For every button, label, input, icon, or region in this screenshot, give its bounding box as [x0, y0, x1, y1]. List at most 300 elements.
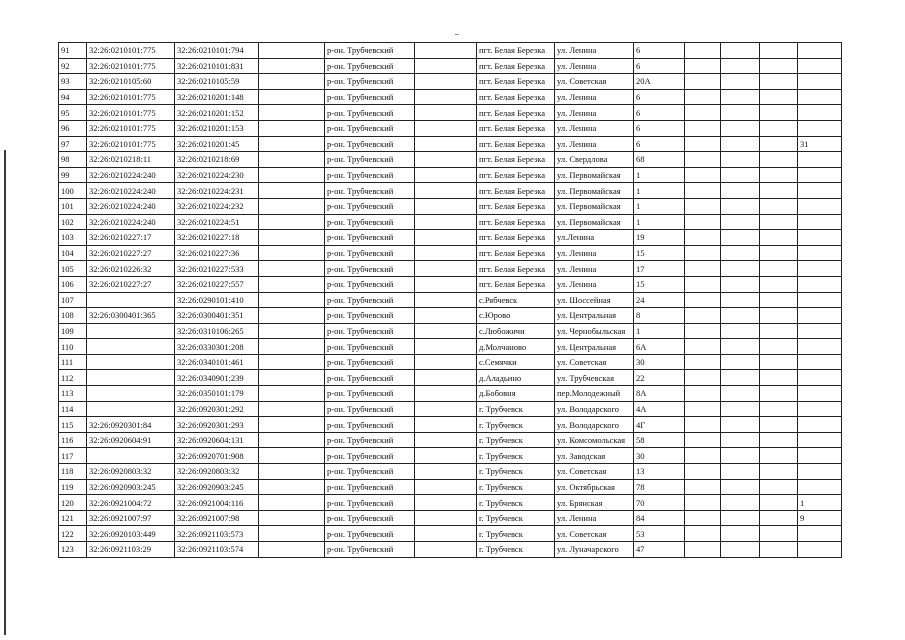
extra-value: 31: [798, 136, 842, 152]
empty-cell: [760, 261, 798, 277]
empty-cell: [721, 261, 760, 277]
locality: пгт. Белая Березка: [477, 43, 555, 59]
empty-cell: [259, 261, 325, 277]
locality: пгт. Белая Березка: [477, 198, 555, 214]
table-row: [59, 448, 842, 464]
table-row: [59, 292, 842, 308]
locality: пгт. Белая Березка: [477, 245, 555, 261]
district: р-он. Трубчевский: [325, 417, 415, 433]
empty-cell: [415, 448, 477, 464]
parent-cadastral-number: 32:26:0210105:60: [87, 74, 175, 90]
district: р-он. Трубчевский: [325, 370, 415, 386]
empty-cell: [685, 510, 721, 526]
street: ул. Первомайская: [555, 214, 634, 230]
cadastral-number: 32:26:0920903:245: [175, 479, 259, 495]
table-row: [59, 152, 842, 168]
house-number: 6: [634, 105, 685, 121]
locality: пгт. Белая Березка: [477, 105, 555, 121]
street: ул. Ленина: [555, 276, 634, 292]
empty-cell: [685, 230, 721, 246]
binding-edge-line: [4, 150, 6, 635]
cadastral-number: 32:26:0921103:574: [175, 542, 259, 558]
empty-cell: [760, 417, 798, 433]
parent-cadastral-number: 32:26:0921103:29: [87, 542, 175, 558]
district: р-он. Трубчевский: [325, 43, 415, 59]
cadastral-number: 32:26:0210227:36: [175, 245, 259, 261]
extra-value: [798, 479, 842, 495]
street: ул. Советская: [555, 464, 634, 480]
empty-cell: [259, 323, 325, 339]
empty-cell: [760, 339, 798, 355]
empty-cell: [760, 542, 798, 558]
empty-cell: [721, 43, 760, 59]
house-number: 1: [634, 323, 685, 339]
empty-cell: [760, 183, 798, 199]
table-row: [59, 464, 842, 480]
house-number: 6: [634, 58, 685, 74]
table-row: [59, 167, 842, 183]
district: р-он. Трубчевский: [325, 136, 415, 152]
property-register-table: [58, 42, 842, 558]
locality: с.Юрово: [477, 308, 555, 324]
empty-cell: [685, 464, 721, 480]
empty-cell: [259, 74, 325, 90]
street: ул. Ленина: [555, 245, 634, 261]
empty-cell: [685, 495, 721, 511]
locality: с.Семячки: [477, 354, 555, 370]
empty-cell: [760, 308, 798, 324]
parent-cadastral-number: [87, 354, 175, 370]
empty-cell: [415, 89, 477, 105]
empty-cell: [685, 261, 721, 277]
street: ул. Володарского: [555, 401, 634, 417]
cadastral-number: 32:26:0310106:265: [175, 323, 259, 339]
empty-cell: [760, 276, 798, 292]
locality: пгт. Белая Березка: [477, 167, 555, 183]
locality: г. Трубчевск: [477, 526, 555, 542]
table-row: [59, 230, 842, 246]
table-row: [59, 261, 842, 277]
parent-cadastral-number: 32:26:0920903:245: [87, 479, 175, 495]
street: ул. Ленина: [555, 510, 634, 526]
cadastral-number: 32:26:0921007:98: [175, 510, 259, 526]
empty-cell: [415, 245, 477, 261]
street: ул. Чернобыльская: [555, 323, 634, 339]
cadastral-number: 32:26:0920301:293: [175, 417, 259, 433]
row-number: 102: [59, 214, 87, 230]
street: ул. Шоссейная: [555, 292, 634, 308]
empty-cell: [259, 43, 325, 59]
district: р-он. Трубчевский: [325, 354, 415, 370]
district: р-он. Трубчевский: [325, 167, 415, 183]
parent-cadastral-number: 32:26:0920103:449: [87, 526, 175, 542]
empty-cell: [415, 152, 477, 168]
empty-cell: [415, 43, 477, 59]
parent-cadastral-number: 32:26:0210224:240: [87, 167, 175, 183]
district: р-он. Трубчевский: [325, 464, 415, 480]
locality: пгт. Белая Березка: [477, 214, 555, 230]
empty-cell: [685, 43, 721, 59]
empty-cell: [721, 448, 760, 464]
empty-cell: [415, 323, 477, 339]
house-number: 84: [634, 510, 685, 526]
row-number: 118: [59, 464, 87, 480]
street: ул. Центральная: [555, 339, 634, 355]
row-number: 122: [59, 526, 87, 542]
empty-cell: [721, 370, 760, 386]
empty-cell: [685, 323, 721, 339]
empty-cell: [259, 510, 325, 526]
parent-cadastral-number: [87, 448, 175, 464]
locality: пгт. Белая Березка: [477, 120, 555, 136]
extra-value: [798, 370, 842, 386]
empty-cell: [415, 198, 477, 214]
empty-cell: [415, 58, 477, 74]
house-number: 24: [634, 292, 685, 308]
table-row: [59, 198, 842, 214]
empty-cell: [415, 464, 477, 480]
street: ул.Ленина: [555, 230, 634, 246]
empty-cell: [721, 401, 760, 417]
extra-value: [798, 58, 842, 74]
cadastral-number: 32:26:0210224:232: [175, 198, 259, 214]
district: р-он. Трубчевский: [325, 308, 415, 324]
district: р-он. Трубчевский: [325, 261, 415, 277]
house-number: 13: [634, 464, 685, 480]
empty-cell: [259, 183, 325, 199]
street: ул. Ленина: [555, 136, 634, 152]
extra-value: [798, 230, 842, 246]
street: ул. Первомайская: [555, 167, 634, 183]
locality: пгт. Белая Березка: [477, 230, 555, 246]
house-number: 70: [634, 495, 685, 511]
empty-cell: [721, 245, 760, 261]
table-row: [59, 370, 842, 386]
district: р-он. Трубчевский: [325, 74, 415, 90]
row-number: 114: [59, 401, 87, 417]
street: ул. Ленина: [555, 43, 634, 59]
cadastral-number: 32:26:0340101:461: [175, 354, 259, 370]
street: ул. Свердлова: [555, 152, 634, 168]
cadastral-number: 32:26:0920604:131: [175, 432, 259, 448]
house-number: 1: [634, 198, 685, 214]
cadastral-number: 32:26:0210101:831: [175, 58, 259, 74]
locality: пгт. Белая Березка: [477, 58, 555, 74]
street: ул. Брянская: [555, 495, 634, 511]
empty-cell: [259, 464, 325, 480]
extra-value: [798, 354, 842, 370]
parent-cadastral-number: [87, 292, 175, 308]
parent-cadastral-number: 32:26:0921004:72: [87, 495, 175, 511]
empty-cell: [259, 432, 325, 448]
parent-cadastral-number: 32:26:0210101:775: [87, 58, 175, 74]
parent-cadastral-number: 32:26:0210101:775: [87, 89, 175, 105]
empty-cell: [721, 230, 760, 246]
parent-cadastral-number: 32:26:0210224:240: [87, 214, 175, 230]
street: ул. Ленина: [555, 58, 634, 74]
empty-cell: [760, 479, 798, 495]
empty-cell: [760, 495, 798, 511]
empty-cell: [685, 214, 721, 230]
extra-value: [798, 276, 842, 292]
house-number: 30: [634, 354, 685, 370]
cadastral-number: 32:26:0210224:51: [175, 214, 259, 230]
parent-cadastral-number: 32:26:0920803:32: [87, 464, 175, 480]
house-number: 6: [634, 89, 685, 105]
table-row: [59, 495, 842, 511]
extra-value: [798, 167, 842, 183]
empty-cell: [259, 308, 325, 324]
empty-cell: [760, 401, 798, 417]
empty-cell: [685, 479, 721, 495]
empty-cell: [259, 339, 325, 355]
row-number: 99: [59, 167, 87, 183]
row-number: 94: [59, 89, 87, 105]
scan-mark: [455, 34, 459, 35]
empty-cell: [415, 542, 477, 558]
district: р-он. Трубчевский: [325, 448, 415, 464]
empty-cell: [259, 542, 325, 558]
district: р-он. Трубчевский: [325, 401, 415, 417]
extra-value: [798, 43, 842, 59]
district: р-он. Трубчевский: [325, 323, 415, 339]
locality: пгт. Белая Березка: [477, 89, 555, 105]
empty-cell: [259, 495, 325, 511]
house-number: 1: [634, 214, 685, 230]
empty-cell: [721, 464, 760, 480]
table-row: [59, 308, 842, 324]
parent-cadastral-number: [87, 401, 175, 417]
locality: д.Аладьино: [477, 370, 555, 386]
empty-cell: [415, 370, 477, 386]
empty-cell: [721, 167, 760, 183]
row-number: 105: [59, 261, 87, 277]
empty-cell: [685, 542, 721, 558]
district: р-он. Трубчевский: [325, 510, 415, 526]
cadastral-number: 32:26:0920301:292: [175, 401, 259, 417]
street: ул. Ленина: [555, 261, 634, 277]
extra-value: [798, 292, 842, 308]
district: р-он. Трубчевский: [325, 339, 415, 355]
district: р-он. Трубчевский: [325, 386, 415, 402]
row-number: 97: [59, 136, 87, 152]
empty-cell: [721, 214, 760, 230]
empty-cell: [721, 89, 760, 105]
parent-cadastral-number: [87, 386, 175, 402]
empty-cell: [415, 432, 477, 448]
cadastral-number: 32:26:0210227:557: [175, 276, 259, 292]
street: ул. Советская: [555, 74, 634, 90]
locality: г. Трубчевск: [477, 448, 555, 464]
table-row: [59, 89, 842, 105]
empty-cell: [259, 386, 325, 402]
cadastral-number: 32:26:0350101:179: [175, 386, 259, 402]
extra-value: [798, 542, 842, 558]
parent-cadastral-number: [87, 339, 175, 355]
empty-cell: [415, 479, 477, 495]
empty-cell: [415, 495, 477, 511]
empty-cell: [685, 136, 721, 152]
house-number: 15: [634, 276, 685, 292]
extra-value: [798, 183, 842, 199]
row-number: 121: [59, 510, 87, 526]
table-row: [59, 354, 842, 370]
empty-cell: [760, 354, 798, 370]
empty-cell: [721, 432, 760, 448]
empty-cell: [259, 370, 325, 386]
district: р-он. Трубчевский: [325, 183, 415, 199]
empty-cell: [760, 214, 798, 230]
row-number: 112: [59, 370, 87, 386]
street: ул. Первомайская: [555, 198, 634, 214]
district: р-он. Трубчевский: [325, 230, 415, 246]
empty-cell: [259, 89, 325, 105]
cadastral-number: 32:26:0210227:18: [175, 230, 259, 246]
empty-cell: [760, 510, 798, 526]
empty-cell: [685, 120, 721, 136]
district: р-он. Трубчевский: [325, 542, 415, 558]
house-number: 22: [634, 370, 685, 386]
cadastral-number: 32:26:0210227:533: [175, 261, 259, 277]
locality: г. Трубчевск: [477, 432, 555, 448]
extra-value: [798, 152, 842, 168]
empty-cell: [685, 105, 721, 121]
empty-cell: [415, 339, 477, 355]
street: ул. Первомайская: [555, 183, 634, 199]
street: ул. Комсомольская: [555, 432, 634, 448]
parent-cadastral-number: 32:26:0210227:17: [87, 230, 175, 246]
cadastral-number: 32:26:0210101:794: [175, 43, 259, 59]
row-number: 111: [59, 354, 87, 370]
locality: г. Трубчевск: [477, 464, 555, 480]
parent-cadastral-number: 32:26:0210227:27: [87, 245, 175, 261]
empty-cell: [721, 339, 760, 355]
house-number: 58: [634, 432, 685, 448]
empty-cell: [721, 183, 760, 199]
row-number: 93: [59, 74, 87, 90]
house-number: 78: [634, 479, 685, 495]
empty-cell: [415, 183, 477, 199]
row-number: 113: [59, 386, 87, 402]
street: ул. Володарского: [555, 417, 634, 433]
street: ул. Ленина: [555, 89, 634, 105]
house-number: 1: [634, 167, 685, 183]
cadastral-number: 32:26:0290101:410: [175, 292, 259, 308]
empty-cell: [760, 105, 798, 121]
row-number: 110: [59, 339, 87, 355]
locality: д.Бобовня: [477, 386, 555, 402]
row-number: 117: [59, 448, 87, 464]
extra-value: [798, 245, 842, 261]
empty-cell: [259, 152, 325, 168]
house-number: 8: [634, 308, 685, 324]
locality: пгт. Белая Березка: [477, 276, 555, 292]
empty-cell: [259, 448, 325, 464]
parent-cadastral-number: 32:26:0210226:32: [87, 261, 175, 277]
house-number: 6: [634, 120, 685, 136]
house-number: 8А: [634, 386, 685, 402]
house-number: 4А: [634, 401, 685, 417]
street: ул. Ленина: [555, 120, 634, 136]
empty-cell: [259, 230, 325, 246]
cadastral-number: 32:26:0210218:69: [175, 152, 259, 168]
empty-cell: [760, 245, 798, 261]
parent-cadastral-number: [87, 370, 175, 386]
extra-value: [798, 526, 842, 542]
empty-cell: [259, 58, 325, 74]
house-number: 17: [634, 261, 685, 277]
empty-cell: [685, 401, 721, 417]
empty-cell: [685, 370, 721, 386]
empty-cell: [415, 386, 477, 402]
empty-cell: [760, 370, 798, 386]
parent-cadastral-number: 32:26:0210101:775: [87, 105, 175, 121]
extra-value: [798, 339, 842, 355]
empty-cell: [721, 198, 760, 214]
row-number: 98: [59, 152, 87, 168]
district: р-он. Трубчевский: [325, 245, 415, 261]
empty-cell: [760, 323, 798, 339]
locality: г. Трубчевск: [477, 495, 555, 511]
row-number: 104: [59, 245, 87, 261]
parent-cadastral-number: 32:26:0300401:365: [87, 308, 175, 324]
house-number: 4Г: [634, 417, 685, 433]
table-row: [59, 401, 842, 417]
empty-cell: [415, 214, 477, 230]
extra-value: [798, 464, 842, 480]
empty-cell: [760, 448, 798, 464]
cadastral-number: 32:26:0920803:32: [175, 464, 259, 480]
extra-value: [798, 198, 842, 214]
row-number: 106: [59, 276, 87, 292]
row-number: 109: [59, 323, 87, 339]
empty-cell: [685, 245, 721, 261]
empty-cell: [415, 261, 477, 277]
empty-cell: [760, 43, 798, 59]
row-number: 107: [59, 292, 87, 308]
empty-cell: [721, 120, 760, 136]
empty-cell: [721, 495, 760, 511]
street: ул. Ленина: [555, 105, 634, 121]
table-row: [59, 542, 842, 558]
extra-value: [798, 386, 842, 402]
house-number: 19: [634, 230, 685, 246]
cadastral-number: 32:26:0210201:152: [175, 105, 259, 121]
extra-value: 1: [798, 495, 842, 511]
empty-cell: [760, 89, 798, 105]
empty-cell: [721, 526, 760, 542]
table-row: [59, 214, 842, 230]
house-number: 53: [634, 526, 685, 542]
locality: г. Трубчевск: [477, 479, 555, 495]
empty-cell: [721, 58, 760, 74]
row-number: 100: [59, 183, 87, 199]
empty-cell: [685, 152, 721, 168]
empty-cell: [685, 167, 721, 183]
empty-cell: [415, 401, 477, 417]
parent-cadastral-number: 32:26:0210227:27: [87, 276, 175, 292]
empty-cell: [259, 479, 325, 495]
district: р-он. Трубчевский: [325, 89, 415, 105]
empty-cell: [685, 339, 721, 355]
table-row: [59, 245, 842, 261]
house-number: 47: [634, 542, 685, 558]
street: ул. Октябрьская: [555, 479, 634, 495]
locality: пгт. Белая Березка: [477, 152, 555, 168]
locality: пгт. Белая Березка: [477, 74, 555, 90]
empty-cell: [415, 120, 477, 136]
locality: г. Трубчевск: [477, 542, 555, 558]
